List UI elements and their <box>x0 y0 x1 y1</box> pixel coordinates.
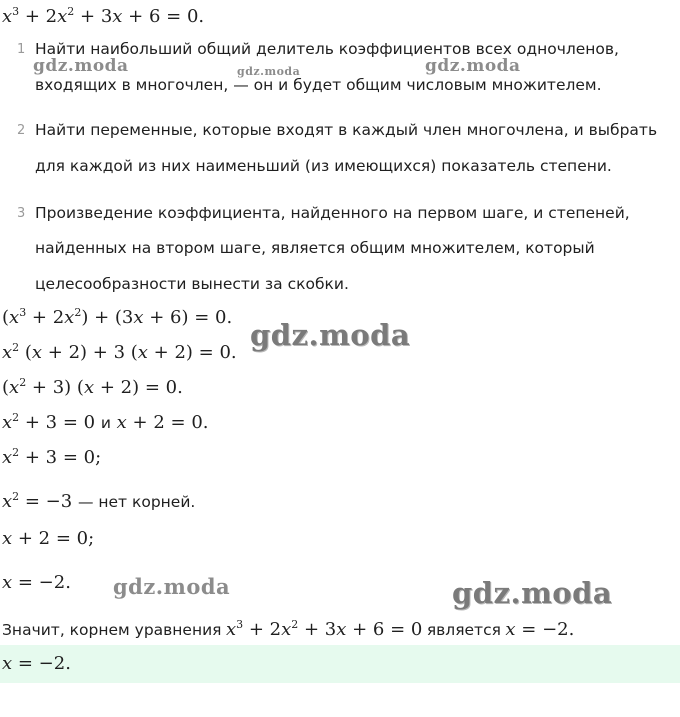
answer-text: x = −2. <box>2 653 71 674</box>
conclusion-equation: $x^3 + 2x^2 + 3x + 6 = 0$ <box>225 618 423 640</box>
solution-line-1: $(x^3 + 2x^2) + (3x + 6) = 0$. <box>2 306 233 328</box>
main-equation-text: $x^3 + 2x^2 + 3x + 6 = 0$. <box>2 5 205 27</box>
watermark-logo: gdz.moda <box>113 574 231 599</box>
conclusion-prefix: Значит, корнем уравнения <box>2 621 222 639</box>
step-3-line-2: найденных на втором шаге, является общим множителем, который <box>35 239 595 257</box>
step-2-line-1: Найти переменные, которые входят в каждый член многочлена, и выбрать <box>35 121 658 139</box>
watermark-logo: gdz.moda <box>33 56 129 76</box>
no-roots-text: — нет корней. <box>77 493 196 511</box>
step-number-3: 3 <box>17 206 26 221</box>
solution-line-8: x = −2. <box>2 572 71 593</box>
step-3-line-3: целесообразности вынести за скобки. <box>35 275 349 293</box>
watermark-logo: gdz.moda <box>250 318 411 352</box>
solution-line-6: $x^2 = -3$ — нет корней. <box>2 490 196 512</box>
main-equation <box>2 6 204 27</box>
answer-box <box>0 645 680 683</box>
step-1-line-1: Найти наибольший общий делитель коэффициентов всех одночленов, <box>35 40 619 58</box>
watermark-logo: gdz.moda <box>425 56 521 76</box>
watermark-logo: gdz.moda <box>452 576 613 610</box>
solution-line-2: $x^2$ (x + 2) + 3 (x + 2) = 0. <box>2 341 237 363</box>
step-1-line-2: входящих в многочлен, — он и будет общим числовым множителем. <box>35 76 602 94</box>
conclusion-mid: является <box>426 621 501 639</box>
watermark-logo: gdz.moda <box>237 65 301 78</box>
step-number-1: 1 <box>17 42 26 57</box>
solution-line-3: $(x^2 + 3) (x + 2) = 0$. <box>2 376 183 398</box>
solution-line-4: $x^2 + 3 = 0$ и x + 2 = 0. <box>2 411 209 433</box>
solution-line-7: x + 2 = 0; <box>2 528 95 549</box>
and-word: и <box>100 414 111 432</box>
conclusion-root: x = −2. <box>505 619 575 640</box>
solution-line-5: $x^2 + 3 = 0$; <box>2 446 102 468</box>
step-3-line-1: Произведение коэффициента, найденного на первом шаге, и степеней, <box>35 204 630 222</box>
step-number-2: 2 <box>17 123 26 138</box>
conclusion <box>2 619 574 640</box>
step-2-line-2: для каждой из них наименьший (из имеющихся) показатель степени. <box>35 157 612 175</box>
